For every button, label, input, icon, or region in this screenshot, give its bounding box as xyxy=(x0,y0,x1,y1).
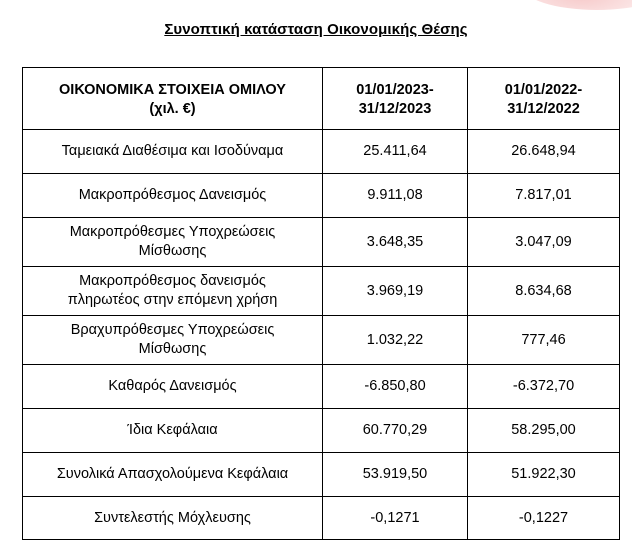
corner-decoration xyxy=(522,0,632,10)
row-label: Μακροπρόθεσμος δανεισμός πληρωτέος στην επόμενη χρήση xyxy=(23,267,323,316)
value-2022: 777,46 xyxy=(468,316,620,365)
header-label-cell xyxy=(23,68,323,130)
value-2023: -6.850,80 xyxy=(323,365,468,409)
row-label: Μακροπρόθεσμες Υποχρεώσεις Μίσθωσης xyxy=(23,218,323,267)
value-2022: 8.634,68 xyxy=(468,267,620,316)
header-label-line1: ΟΙΚΟΝΟΜΙΚΑ ΣΤΟΙΧΕΙΑ ΟΜΙΛΟΥ xyxy=(59,81,286,98)
row-label: Ταμειακά Διαθέσιμα και Ισοδύναμα xyxy=(23,130,323,174)
value-2023: 53.919,50 xyxy=(323,453,468,497)
header-period-2022 xyxy=(468,68,620,130)
table-row xyxy=(23,130,620,174)
value-2022: 7.817,01 xyxy=(468,174,620,218)
financial-summary-table xyxy=(22,67,620,540)
value-2022: 26.648,94 xyxy=(468,130,620,174)
value-2023: 9.911,08 xyxy=(323,174,468,218)
row-label: Βραχυπρόθεσμες Υποχρεώσεις Μίσθωσης xyxy=(23,316,323,365)
table-row xyxy=(23,365,620,409)
table-header-row xyxy=(23,68,620,130)
header-period-2023 xyxy=(323,68,468,130)
row-label: Μακροπρόθεσμος Δανεισμός xyxy=(23,174,323,218)
header-2022-line2: 31/12/2022 xyxy=(507,100,580,117)
value-2023: 3.969,19 xyxy=(323,267,468,316)
table-row xyxy=(23,409,620,453)
row-label: Καθαρός Δανεισμός xyxy=(23,365,323,409)
header-label-line2: (χιλ. €) xyxy=(149,100,196,117)
value-2022: -6.372,70 xyxy=(468,365,620,409)
header-2023-line1: 01/01/2023- xyxy=(356,81,434,98)
value-2022: 3.047,09 xyxy=(468,218,620,267)
table-row xyxy=(23,174,620,218)
table-row xyxy=(23,316,620,365)
value-2022: 58.295,00 xyxy=(468,409,620,453)
row-label: Συντελεστής Μόχλευσης xyxy=(23,497,323,540)
value-2022: 51.922,30 xyxy=(468,453,620,497)
row-label: Ίδια Κεφάλαια xyxy=(23,409,323,453)
table-row xyxy=(23,267,620,316)
value-2023: -0,1271 xyxy=(323,497,468,540)
value-2023: 3.648,35 xyxy=(323,218,468,267)
table-row xyxy=(23,453,620,497)
table-row xyxy=(23,218,620,267)
header-2023-line2: 31/12/2023 xyxy=(358,100,432,117)
document-title: Συνοπτική κατάσταση Οικονομικής Θέσης xyxy=(164,21,468,38)
value-2023: 1.032,22 xyxy=(323,316,468,365)
value-2023: 25.411,64 xyxy=(323,130,468,174)
value-2022: -0,1227 xyxy=(468,497,620,540)
row-label: Συνολικά Απασχολούμενα Κεφάλαια xyxy=(23,453,323,497)
header-2022-line1: 01/01/2022- xyxy=(504,81,583,98)
value-2023: 60.770,29 xyxy=(323,409,468,453)
table-row xyxy=(23,497,620,540)
